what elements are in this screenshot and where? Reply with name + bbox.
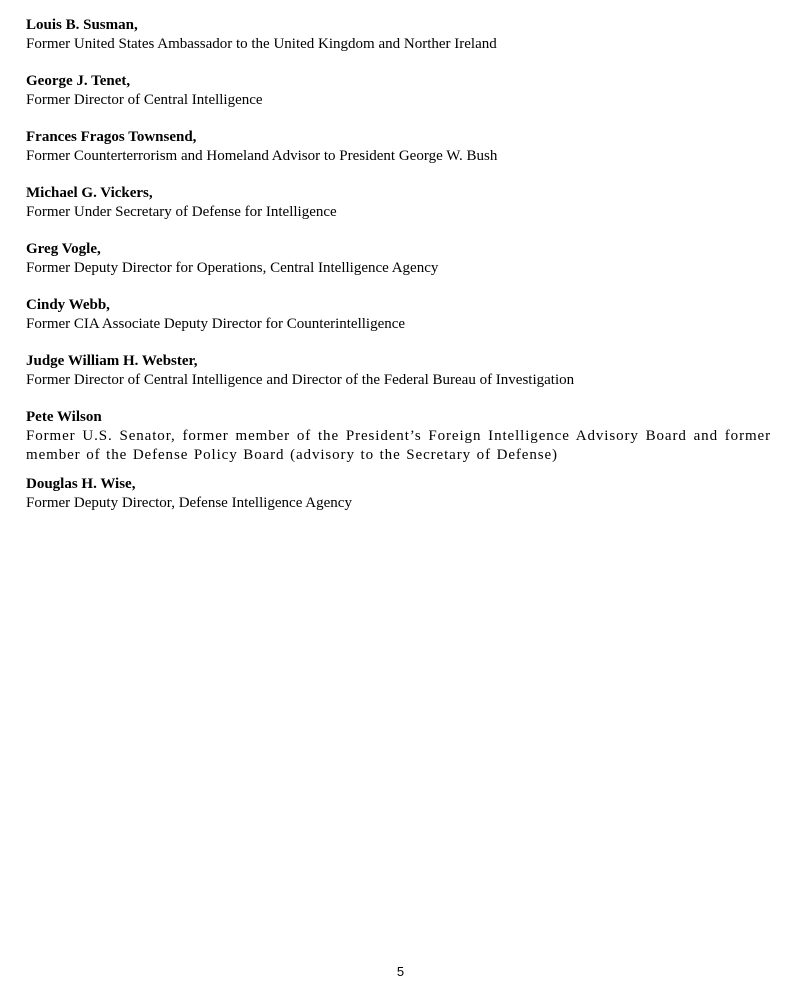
signatory-list: [26, 16, 771, 531]
page-number: 5: [396, 964, 405, 979]
signatory-name: Pete Wilson: [26, 409, 102, 425]
signatory-title: Former United States Ambassador to the United Kingdom and Norther Ireland: [26, 36, 497, 52]
signatory-entry-vogle: [26, 240, 771, 278]
signatory-title: Former Counterterrorism and Homeland Advisor to President George W. Bush: [26, 148, 498, 164]
signatory-title: Former Deputy Director, Defense Intelligence Agency: [26, 495, 352, 511]
signatory-name: Douglas H. Wise,: [26, 476, 136, 492]
signatory-title: Former Director of Central Intelligence: [26, 92, 263, 108]
signatory-entry-townsend: [26, 128, 771, 166]
signatory-entry-susman: [26, 16, 771, 54]
signatory-title: Former U.S. Senator, former member of the President’s Foreign Intelligence Advisory Board and former member of the Defense Policy Board (advisory to the Secretary of Defense): [26, 428, 771, 463]
signatory-entry-vickers: [26, 184, 771, 222]
signatory-entry-tenet: [26, 72, 771, 110]
signatory-entry-webb: [26, 296, 771, 334]
signatory-name: Louis B. Susman,: [26, 17, 138, 33]
signatory-title: Former Deputy Director for Operations, Central Intelligence Agency: [26, 260, 439, 276]
signatory-title: Former CIA Associate Deputy Director for Counterintelligence: [26, 316, 406, 332]
signatory-entry-webster: [26, 352, 771, 390]
signatory-name: Judge William H. Webster,: [26, 353, 198, 369]
signatory-name: Frances Fragos Townsend,: [26, 129, 197, 145]
signatory-entry-wise: [26, 475, 771, 513]
signatory-title: Former Director of Central Intelligence and Director of the Federal Bureau of Investigation: [26, 372, 575, 388]
signatory-name: Greg Vogle,: [26, 241, 101, 257]
signatory-name: George J. Tenet,: [26, 73, 131, 89]
signatory-entry-wilson: [26, 408, 771, 465]
signatory-name: Michael G. Vickers,: [26, 185, 153, 201]
signatory-title: Former Under Secretary of Defense for Intelligence: [26, 204, 337, 220]
signatory-name: Cindy Webb,: [26, 297, 110, 313]
